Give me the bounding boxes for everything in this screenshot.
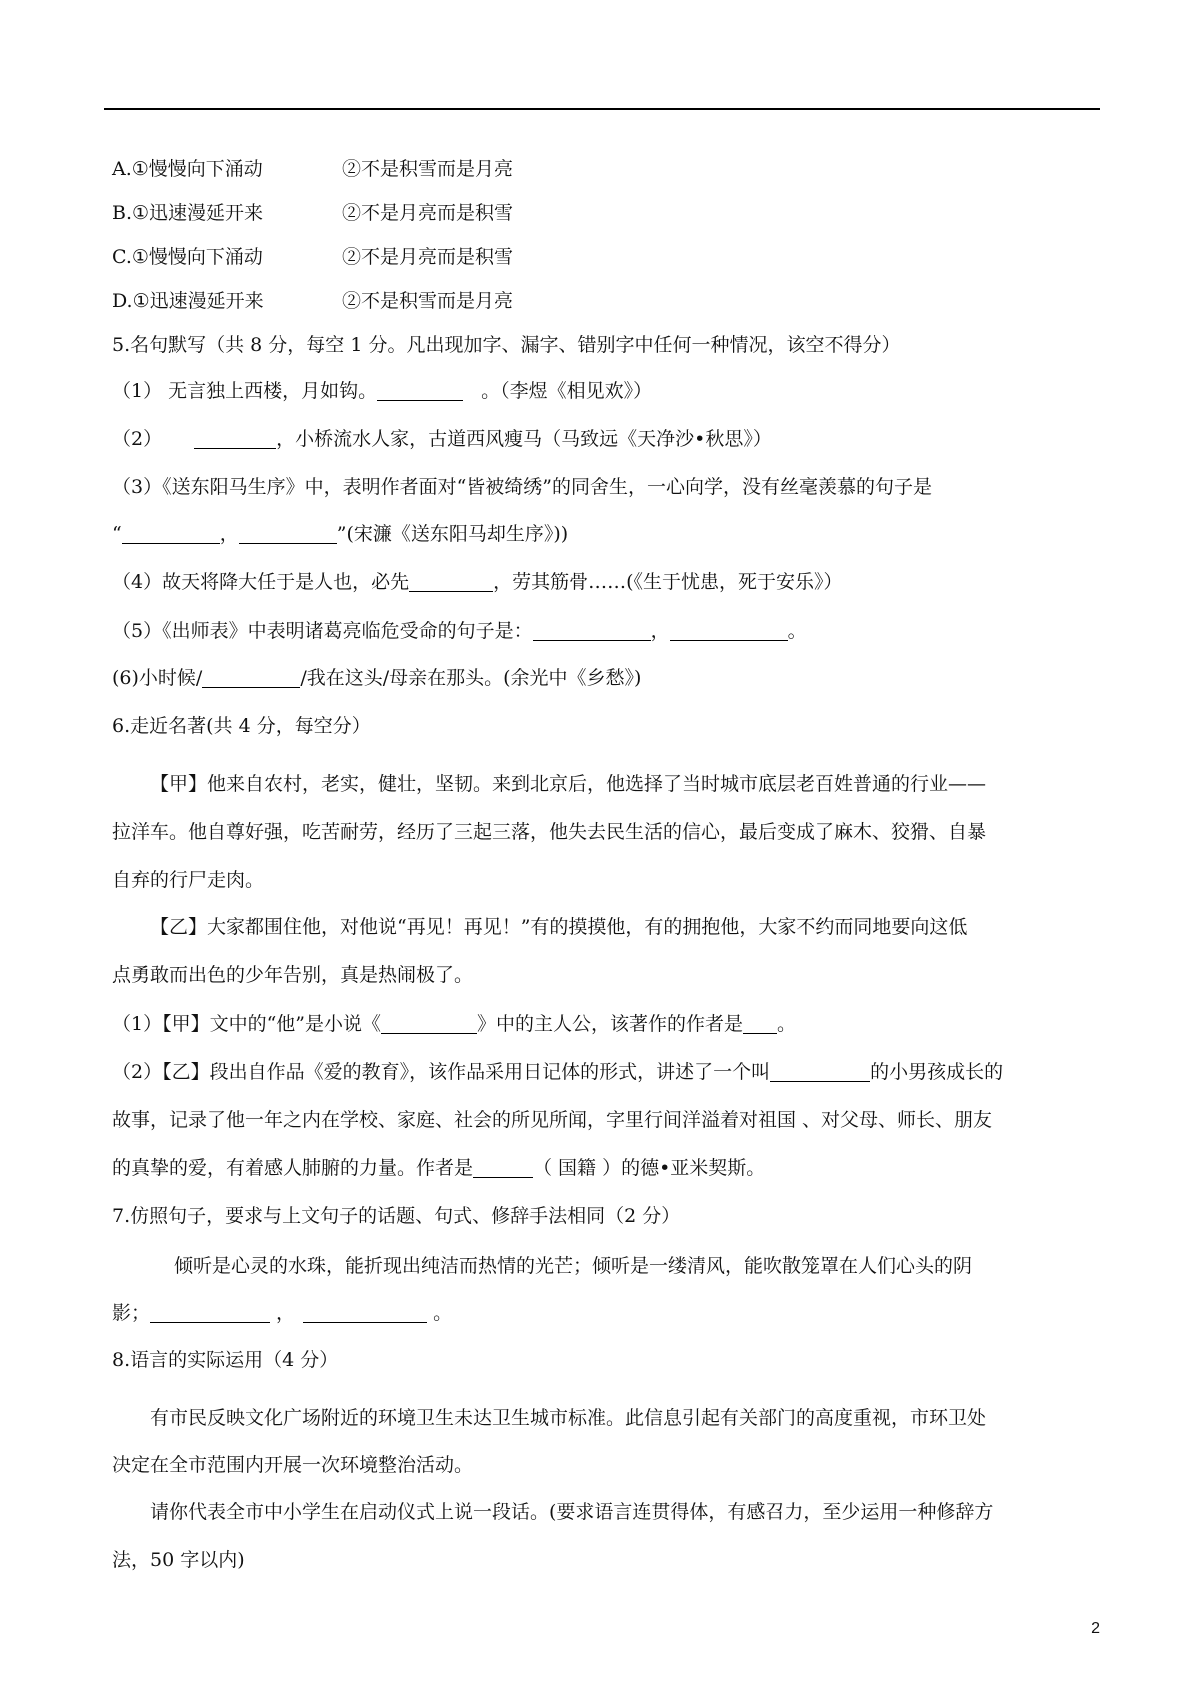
q6-sub1 xyxy=(112,1010,796,1038)
q6-yi-line1: 【乙】大家都围住他，对他说“再见！再见！”有的摸摸他，有的拥抱他，大家不约而同地要向这低 xyxy=(150,916,968,938)
q5-item4-text-a: （4）故天将降大任于是人也，必先 xyxy=(112,571,410,593)
q5-item1 xyxy=(112,377,652,405)
q6-sub1-text-a: （1）【甲】文中的“他”是小说《 xyxy=(112,1013,382,1035)
q5-item3-line1: （3）《送东阳马生序》中，表明作者面对“皆被绮绣”的同舍生，一心向学，没有丝毫羡慕的句子是 xyxy=(112,476,933,498)
q5-item5-text-b: ， xyxy=(650,620,670,642)
q5-item5-text-c: 。 xyxy=(787,620,807,642)
page-number: 2 xyxy=(1091,1620,1100,1637)
choice-b xyxy=(112,199,513,227)
answer-blank[interactable] xyxy=(303,1304,427,1323)
answer-blank[interactable] xyxy=(381,1015,477,1034)
answer-blank[interactable] xyxy=(202,669,300,688)
answer-blank[interactable] xyxy=(533,622,651,641)
choice-b-part1: B.①迅速漫延开来 xyxy=(112,202,264,224)
choice-d-part2: ②不是积雪而是月亮 xyxy=(342,290,514,312)
q6-jia-line3: 自弃的行尸走肉。 xyxy=(112,869,265,891)
q5-item3-text-b: ， xyxy=(219,523,239,545)
q6-sub2-text-b: 的小男孩成长的 xyxy=(870,1061,1004,1083)
q5-item2-text-b: ，小桥流水人家，古道西风瘦马（马致远《天净沙•秋思》） xyxy=(276,428,772,450)
q7-text-b: ， xyxy=(270,1302,296,1324)
q6-sub1-text-c: 。 xyxy=(777,1013,797,1035)
q6-sub2-line1 xyxy=(112,1058,1003,1086)
choice-c xyxy=(112,243,513,271)
q7-line2 xyxy=(112,1299,452,1327)
q8-para1-line1: 有市民反映文化广场附近的环境卫生未达卫生城市标准。此信息引起有关部门的高度重视，市环卫处 xyxy=(150,1407,987,1429)
q7-text-c: 。 xyxy=(427,1302,453,1324)
q8-para2-line2: 法，50 字以内) xyxy=(112,1549,245,1571)
answer-blank[interactable] xyxy=(473,1159,533,1178)
q5-item3-line2 xyxy=(112,520,568,548)
answer-blank[interactable] xyxy=(770,1063,870,1082)
answer-blank[interactable] xyxy=(150,1304,270,1323)
answer-blank[interactable] xyxy=(194,430,276,449)
q6-sub1-text-b: 》中的主人公，该著作的作者是 xyxy=(477,1013,744,1035)
q5-item3-text-a: “ xyxy=(112,523,122,545)
q5-title: 5.名句默写（共 8 分，每空 1 分。凡出现加字、漏字、错别字中任何一种情况，该空不得分） xyxy=(112,334,901,356)
q6-sub2-text-d: （ 国籍 ）的德•亚米契斯。 xyxy=(533,1157,766,1179)
q8-title: 8.语言的实际运用（4 分） xyxy=(112,1349,339,1371)
q7-text-a: 影； xyxy=(112,1302,151,1324)
choice-d-part1: D.①迅速漫延开来 xyxy=(112,290,264,312)
q7-title: 7.仿照句子，要求与上文句子的话题、句式、修辞手法相同（2 分） xyxy=(112,1205,681,1227)
q6-sub2-text-a: （2）【乙】段出自作品《爱的教育》，该作品采用日记体的形式，讲述了一个叫 xyxy=(112,1061,771,1083)
header-rule xyxy=(104,108,1100,110)
q6-jia-line1: 【甲】他来自农村，老实，健壮，坚韧。来到北京后，他选择了当时城市底层老百姓普通的行业—— xyxy=(150,773,987,795)
choice-c-part1: C.①慢慢向下涌动 xyxy=(112,246,263,268)
choice-a-part2: ②不是积雪而是月亮 xyxy=(342,158,514,180)
q5-item6-text-b: /我在这头/母亲在那头。(余光中《乡愁》) xyxy=(300,667,642,689)
q5-item4-text-b: ，劳其筋骨……(《生于忧患，死于安乐》） xyxy=(493,571,843,593)
q5-item1-text-b: 。（李煜《相见欢》） xyxy=(481,380,653,402)
q5-item2 xyxy=(112,425,772,453)
q8-para1-line2: 决定在全市范围内开展一次环境整治活动。 xyxy=(112,1454,474,1476)
q5-item5 xyxy=(112,617,807,645)
choice-b-part2: ②不是月亮而是积雪 xyxy=(342,202,514,224)
choice-a xyxy=(112,155,513,183)
choice-c-part2: ②不是月亮而是积雪 xyxy=(342,246,514,268)
q5-item3-text-c: ”(宋濂《送东阳马却生序》)) xyxy=(336,523,569,545)
q7-example-line1: 倾听是心灵的水珠，能折现出纯洁而热情的光芒；倾听是一缕清风，能吹散笼罩在人们心头的阴 xyxy=(174,1255,973,1277)
answer-blank[interactable] xyxy=(409,573,493,592)
answer-blank[interactable] xyxy=(239,525,337,544)
answer-blank[interactable] xyxy=(743,1015,777,1034)
choice-a-part1: A.①慢慢向下涌动 xyxy=(112,158,263,180)
q5-item1-text-a: （1） 无言独上西楼，月如钩。 xyxy=(112,380,378,402)
q6-sub2-line2: 故事，记录了他一年之内在学校、家庭、社会的所见所闻，字里行间洋溢着对祖国 、对父母、师长、朋友 xyxy=(112,1109,993,1131)
q5-item5-text-a: （5）《出师表》中表明诸葛亮临危受命的句子是： xyxy=(112,620,533,642)
answer-blank[interactable] xyxy=(670,622,788,641)
q6-yi-line2: 点勇敢而出色的少年告别，真是热闹极了。 xyxy=(112,964,474,986)
answer-blank[interactable] xyxy=(377,382,463,401)
q6-title: 6.走近名著(共 4 分，每空分） xyxy=(112,715,371,737)
q6-sub2-line3 xyxy=(112,1154,765,1182)
q5-item6-text-a: (6)小时候/ xyxy=(112,667,203,689)
q5-item6 xyxy=(112,664,641,692)
q6-sub2-text-c: 的真挚的爱，有着感人肺腑的力量。作者是 xyxy=(112,1157,474,1179)
q6-jia-line2: 拉洋车。他自尊好强，吃苦耐劳，经历了三起三落，他失去民生活的信心，最后变成了麻木、狡猾、自暴 xyxy=(112,821,987,843)
choice-d xyxy=(112,287,513,315)
q5-item4 xyxy=(112,568,843,596)
q5-item2-text-a: （2） xyxy=(112,428,169,450)
q8-para2-line1: 请你代表全市中小学生在启动仪式上说一段话。(要求语言连贯得体，有感召力，至少运用一种修辞方 xyxy=(150,1501,994,1523)
answer-blank[interactable] xyxy=(122,525,220,544)
